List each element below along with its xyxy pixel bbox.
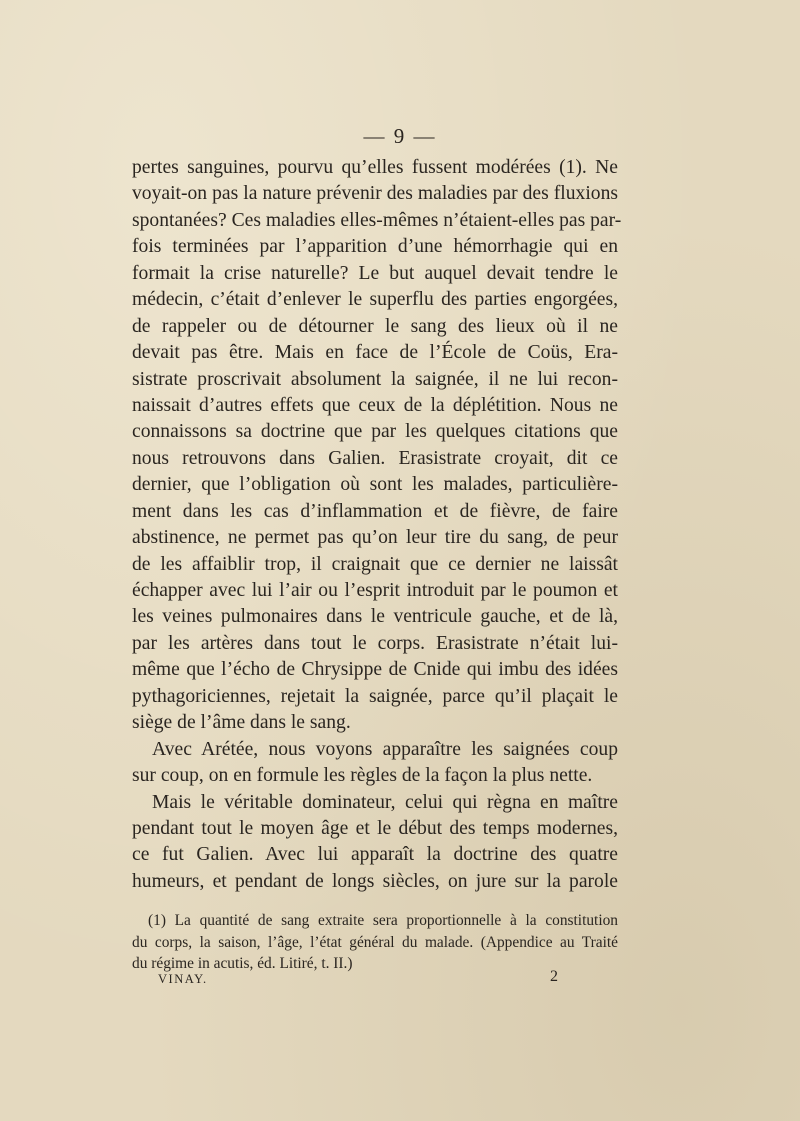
signature-mark: VINAY. (158, 972, 208, 986)
text-line: les veines pulmonaires dans le ventricule gauche, et de là, (132, 606, 618, 628)
body-text (132, 155, 622, 895)
text-line: connaissons sa doctrine que par les quelques citations que (132, 421, 618, 443)
text-line: échapper avec lui l’air ou l’esprit introduit par le poumon et (132, 580, 618, 601)
footnote (132, 910, 618, 975)
text-line: devait pas être. Mais en face de l’École de Coüs, Era- (132, 342, 618, 364)
text-line: pendant tout le moyen âge et le début des temps modernes, (132, 817, 618, 839)
text-line: naissait d’autres effets que ceux de la déplétition. Nous ne (132, 394, 618, 416)
text-line: humeurs, et pendant de longs siècles, on jure sur la parole (132, 870, 618, 892)
text-line: siège de l’âme dans le sang. (132, 712, 351, 734)
page-number: — 9 — (363, 124, 437, 148)
text-line: par les artères dans tout le corps. Erasistrate n’était lui- (132, 632, 618, 654)
text-line: dernier, que l’obligation où sont les malades, particulière- (132, 474, 618, 496)
text-line: pertes sanguines, pourvu qu’elles fussent modérées (1). Ne (132, 157, 618, 178)
text-line: même que l’écho de Chrysippe de Cnide qui imbu des idées (132, 659, 618, 681)
text-line: fois terminées par l’apparition d’une hémorrhagie qui en (132, 236, 618, 258)
text-line: de les affaiblir trop, il craignait que ce dernier ne laissât (132, 553, 618, 575)
text-line: médecin, c’était d’enlever le superflu des parties engorgées, (132, 289, 618, 311)
footnote-line: du régime in acutis, éd. Litiré, t. II.) (132, 955, 353, 972)
text-line: ce fut Galien. Avec lui apparaît la doctrine des quatre (132, 844, 618, 866)
footnote-line: du corps, la saison, l’âge, l’état général du malade. (Appendice au Traité (132, 933, 618, 951)
text-line: formait la crise naturelle? Le but auquel devait tendre le (132, 262, 618, 284)
sheet-number: 2 (550, 968, 558, 985)
text-line: Avec Arétée, nous voyons apparaître les saignées coup (152, 738, 618, 760)
text-line: spontanées? Ces maladies elles-mêmes n’étaient-elles pas par- (132, 209, 622, 231)
text-line: abstinence, ne permet pas qu’on leur tire du sang, de peur (132, 527, 618, 549)
text-line: sistrate proscrivait absolument la saignée, il ne lui recon- (132, 368, 618, 390)
text-line: sur coup, on en formule les règles de la façon la plus nette. (132, 765, 593, 787)
text-line: Mais le véritable dominateur, celui qui règna en maître (152, 791, 618, 813)
text-line: pythagoriciennes, rejetait la saignée, parce qu’il plaçait le (132, 685, 618, 707)
footnote-line: (1) La quantité de sang extraite sera proportionnelle à la constitution (148, 912, 618, 929)
text-line: ment dans les cas d’inflammation et de fièvre, de faire (132, 500, 618, 522)
text-line: nous retrouvons dans Galien. Erasistrate croyait, dit ce (132, 447, 618, 469)
text-line: voyait-on pas la nature prévenir des maladies par des fluxions (132, 183, 618, 205)
text-line: de rappeler ou de détourner le sang des lieux où il ne (132, 315, 618, 337)
